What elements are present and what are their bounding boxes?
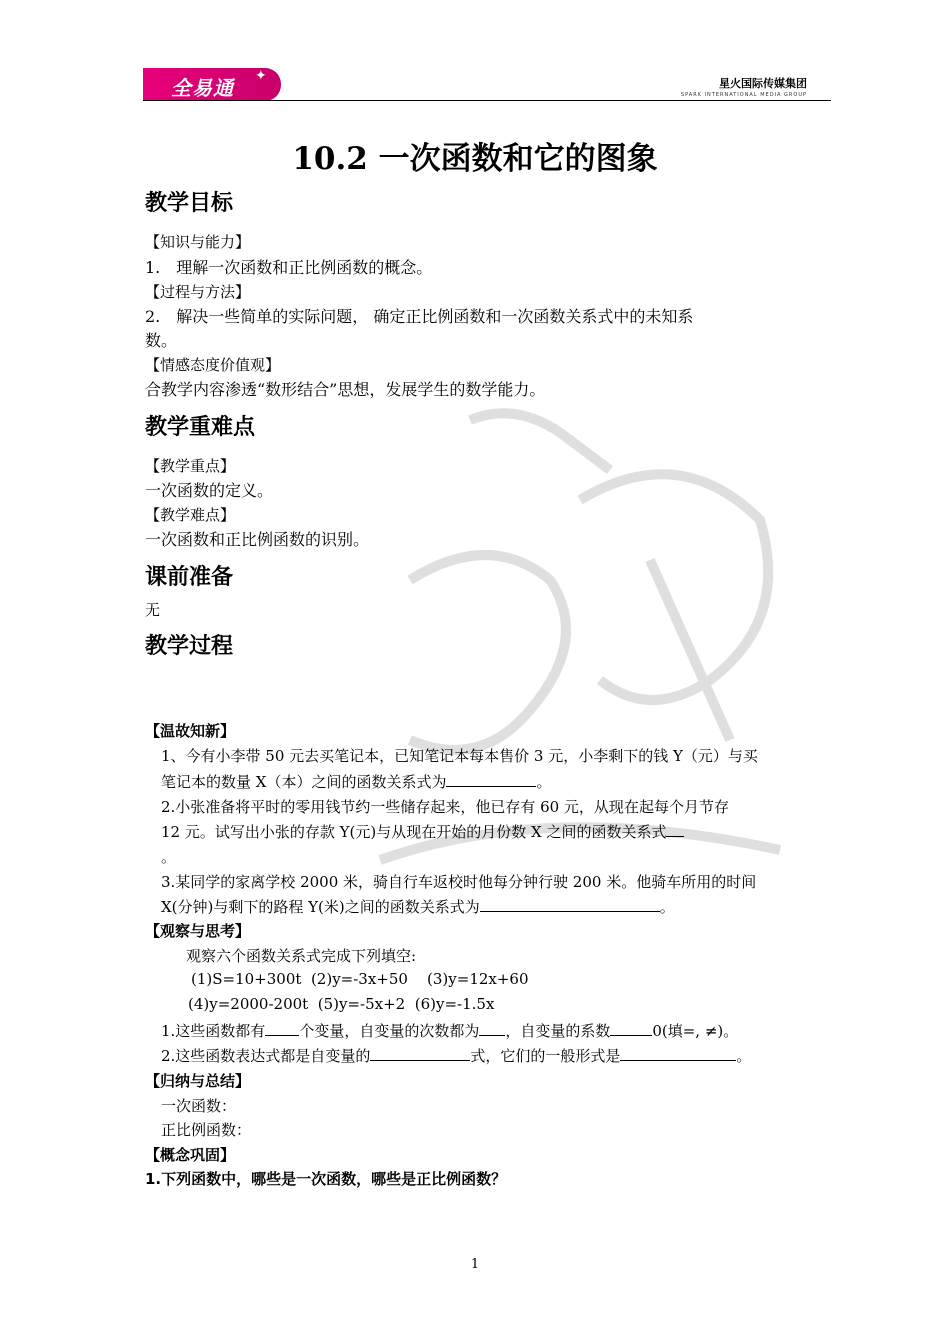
text-preparation: 无 [145, 601, 161, 619]
answer-blank [480, 897, 660, 912]
review-q3-text: X(分钟)与剩下的路程 Y(米)之间的函数关系式为 [161, 898, 480, 916]
consolidate-q1: 1.下列函数中，哪些是一次函数，哪些是正比例函数？ [145, 1170, 507, 1188]
observe-q1 [161, 1020, 738, 1041]
review-q1-end: 。 [536, 773, 552, 791]
header-divider [143, 100, 831, 101]
observe-formulas-2: (4)y=2000-200t (5)y=-5x+2 (6)y=-1.5x [188, 995, 495, 1013]
observe-q1-text-d: 0(填=, ≠)。 [652, 1022, 739, 1040]
summary-linear: 一次函数： [161, 1097, 237, 1115]
label-attitude: 【情感态度价值观】 [145, 356, 281, 374]
text-difficulty: 一次函数和正比例函数的识别。 [145, 530, 370, 549]
star-icon: ✦ [255, 68, 268, 84]
label-difficulty: 【教学难点】 [145, 506, 236, 524]
review-q3-end: 。 [659, 898, 675, 916]
heading-process: 教学过程 [145, 634, 234, 659]
brand-name: 星火国际传媒集团 [719, 77, 807, 90]
answer-blank [610, 1021, 652, 1036]
text-focus: 一次函数的定义。 [145, 481, 274, 500]
text-attitude: 合教学内容渗透“数形结合”思想，发展学生的数学能力。 [145, 380, 546, 399]
review-q3-line2 [161, 896, 675, 917]
observe-q2-text-c: 。 [736, 1047, 752, 1065]
observe-q2-text-a: 2.这些函数表达式都是自变量的 [161, 1047, 371, 1065]
text-process-1: 2. 解决一些简单的实际问题， 确定正比例函数和一次函数关系式中的未知系 [145, 307, 694, 326]
answer-blank [666, 822, 684, 837]
text-process-2: 数。 [145, 331, 178, 350]
answer-blank [620, 1046, 736, 1061]
answer-blank [479, 1021, 505, 1036]
summary-proportional: 正比例函数： [161, 1121, 252, 1139]
observe-q2-text-b: 式，它们的一般形式是 [470, 1047, 621, 1065]
review-q1-line2 [161, 771, 551, 792]
review-q3-line1: 3.某同学的家离学校 2000 米，骑自行车返校时他每分钟行驶 200 米。他骑车所用的时间 [161, 873, 757, 891]
answer-blank [265, 1021, 299, 1036]
observe-q1-text-a: 1.这些函数都有 [161, 1022, 266, 1040]
review-q2-line1: 2.小张准备将平时的零用钱节约一些储存起来，他已存有 60 元，从现在起每个月节存 [161, 798, 729, 816]
answer-blank [370, 1046, 470, 1061]
page-title: 10.2 一次函数和它的图象 [292, 141, 658, 177]
heading-goals: 教学目标 [145, 191, 234, 216]
label-process: 【过程与方法】 [145, 283, 251, 301]
review-q1-text: 笔记本的数量 X（本）之间的函数关系式为 [161, 773, 447, 791]
observe-q1-text-c: ，自变量的系数 [505, 1022, 611, 1040]
brand-name-en: SPARK INTERNATIONAL MEDIA GROUP [680, 92, 807, 98]
logo-text: 全易通 [171, 76, 234, 100]
label-observe: 【观察与思考】 [145, 922, 251, 940]
label-review: 【温故知新】 [145, 722, 236, 740]
review-q1-line1: 1、今有小李带 50 元去买笔记本，已知笔记本每本售价 3 元，小李剩下的钱 Y（元）与买 [161, 747, 758, 765]
review-q2-end: 。 [161, 848, 177, 866]
observe-q1-text-b: 个变量，自变量的次数都为 [299, 1022, 480, 1040]
label-knowledge: 【知识与能力】 [145, 233, 251, 251]
answer-blank [446, 772, 536, 787]
text-knowledge: 1. 理解一次函数和正比例函数的概念。 [145, 258, 433, 277]
observe-formulas-1: (1)S=10+300t (2)y=-3x+50 (3)y=12x+60 [191, 970, 529, 988]
label-consolidate: 【概念巩固】 [145, 1146, 236, 1164]
page-number: 1 [470, 1257, 480, 1272]
heading-preparation: 课前准备 [145, 565, 234, 590]
label-focus: 【教学重点】 [145, 457, 236, 475]
review-q2-text: 12 元。试写出小张的存款 Y(元)与从现在开始的月份数 X 之间的函数关系式 [161, 823, 667, 841]
logo [143, 68, 281, 101]
observe-q2 [161, 1045, 751, 1066]
heading-keypoints: 教学重难点 [145, 415, 256, 440]
review-q2-line2 [161, 821, 684, 842]
label-summary: 【归纳与总结】 [145, 1072, 251, 1090]
observe-intro: 观察六个函数关系式完成下列填空: [186, 947, 417, 965]
brand [681, 75, 807, 98]
